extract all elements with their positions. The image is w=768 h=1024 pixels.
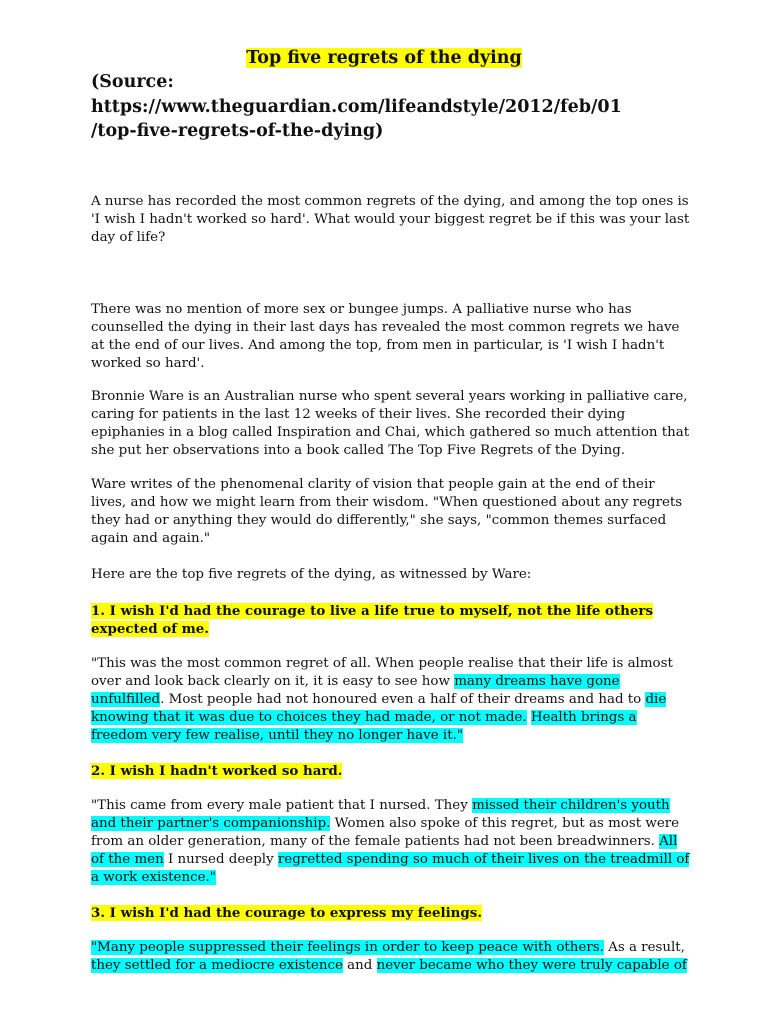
regret-3-paragraph: "Many people suppressed their feelings in order to keep peace with others. As a result, they settled for a mediocre existence and never became who they were truly capable of <box>91 940 687 973</box>
highlight: die knowing that it was due to choices they had made, or not made. <box>91 692 667 725</box>
highlight: Health brings a freedom very few realise, until they no longer have it." <box>91 710 637 743</box>
paragraph-2: Bronnie Ware is an Australian nurse who spent several years working in palliative care, caring for patients in the last 12 weeks of their lives. She recorded their dying epiphanies in a blog called Inspiration and Chai, which gathered so much attention that she put her observations into a book called The Top Five Regrets of the Dying. <box>91 389 690 458</box>
regret-3-heading: 3. I wish I'd had the courage to express my feelings. <box>91 905 482 921</box>
highlight: regretted spending so much of their lives on the treadmill of a work existence." <box>91 852 690 885</box>
paragraph-4: Here are the top five regrets of the dying, as witnessed by Ware: <box>91 567 532 582</box>
highlight: never became who they were truly capable of <box>376 958 687 973</box>
regret-2-heading: 2. I wish I hadn't worked so hard. <box>91 763 343 779</box>
paragraph-3: Ware writes of the phenomenal clarity of vision that people gain at the end of their lives, and how we might learn from their wisdom. "When questioned about any regrets they had or anything they would do differently," she says, "common themes surfaced again and again." <box>91 477 683 546</box>
highlight: All of the men <box>91 834 678 867</box>
page-title: Top five regrets of the dying <box>246 48 522 68</box>
highlight: they settled for a mediocre existence <box>91 958 343 973</box>
source-citation <box>91 70 691 144</box>
source-line-1: (Source: <box>91 72 174 92</box>
highlight: missed their children's youth and their partner's companionship. <box>91 798 670 831</box>
highlight: many dreams have gone unfulfilled <box>91 674 620 707</box>
regret-2-paragraph: "This came from every male patient that I nursed. They missed their children's youth and their partner's companionship. Women also spoke of this regret, but as most were from an older generation, many of the female patients had not been breadwinners. All of the men I nursed deeply regretted spending so much of their lives on the treadmill of a work existence." <box>91 798 690 885</box>
regret-1-heading: 1. I wish I'd had the courage to live a life true to myself, not the life others expected of me. <box>91 603 654 637</box>
paragraph-1: There was no mention of more sex or bungee jumps. A palliative nurse who has counselled the dying in their last days has revealed the most common regrets we have at the end of our lives. And among the top, from men in particular, is 'I wish I hadn't worked so hard'. <box>91 302 680 371</box>
regret-1-paragraph: "This was the most common regret of all. When people realise that their life is almost over and look back clearly on it, it is easy to see how many dreams have gone unfulfilled. Most people had not honoured even a half of their dreams and had to die knowing that it was due to choices they had made, or not made. Health brings a freedom very few realise, until they no longer have it." <box>91 656 673 743</box>
source-url-line-1: https://www.theguardian.com/lifeandstyle/2012/feb/01 <box>91 96 622 117</box>
intro-paragraph: A nurse has recorded the most common regrets of the dying, and among the top ones is 'I wish I hadn't worked so hard'. What would your biggest regret be if this was your last day of life? <box>91 194 690 245</box>
source-url-line-2: /top-five-regrets-of-the-dying) <box>91 121 384 141</box>
highlight: "Many people suppressed their feelings in order to keep peace with others. <box>91 940 604 955</box>
